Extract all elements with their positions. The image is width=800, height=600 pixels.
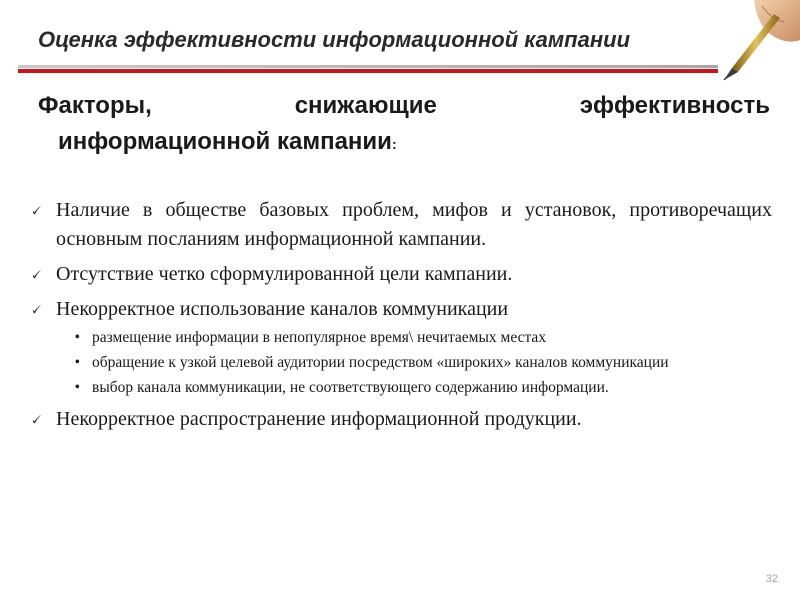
heading-colon: : [391, 136, 397, 152]
heading-line-2 [38, 124, 770, 162]
dot-bullet-icon: • [74, 354, 80, 371]
title-divider-grey [18, 65, 718, 68]
slide-title: Оценка эффективности информационной кампании [38, 27, 631, 52]
hand-with-pen-icon [718, 0, 800, 84]
heading-word: снижающие [294, 92, 437, 119]
checkmark-bullet-icon: 🗸 [30, 300, 42, 319]
sub-list-item-text: размещение информации в непопулярное время\ нечитаемых местах [92, 329, 547, 346]
heading-line-2-text: информационной кампании [58, 128, 392, 155]
factor-list [30, 196, 772, 434]
sub-list-item [30, 327, 772, 349]
sub-list-item-text: обращение к узкой целевой аудитории посредством «широких» каналов коммуникации [92, 354, 669, 371]
section-heading [38, 88, 770, 162]
dot-bullet-icon: • [74, 379, 80, 396]
sub-list-item [30, 377, 772, 399]
list-item [30, 196, 772, 254]
list-item [30, 260, 772, 289]
checkmark-bullet-icon: 🗸 [30, 410, 42, 429]
heading-line-1 [38, 88, 770, 124]
checkmark-bullet-icon: 🗸 [30, 201, 42, 220]
heading-word: Факторы, [38, 92, 152, 119]
heading-word: эффективность [579, 92, 770, 119]
dot-bullet-icon: • [74, 329, 80, 346]
list-item [30, 295, 772, 324]
list-item-text: Отсутствие четко сформулированной цели кампании. [56, 263, 513, 285]
sub-list-item-text: выбор канала коммуникации, не соответствующего содержанию информации. [92, 379, 609, 396]
list-item-text: Некорректное распространение информационной продукции. [56, 408, 582, 430]
title-divider-red [18, 69, 718, 73]
sub-list-item [30, 352, 772, 374]
page-number: 32 [765, 573, 778, 585]
checkmark-bullet-icon: 🗸 [30, 265, 42, 284]
list-item [30, 405, 772, 434]
list-item-text: Некорректное использование каналов коммуникации [56, 298, 509, 320]
list-item-text: Наличие в обществе базовых проблем, мифов и установок, противоречащих основным посланиям информационной кампании. [56, 199, 772, 250]
